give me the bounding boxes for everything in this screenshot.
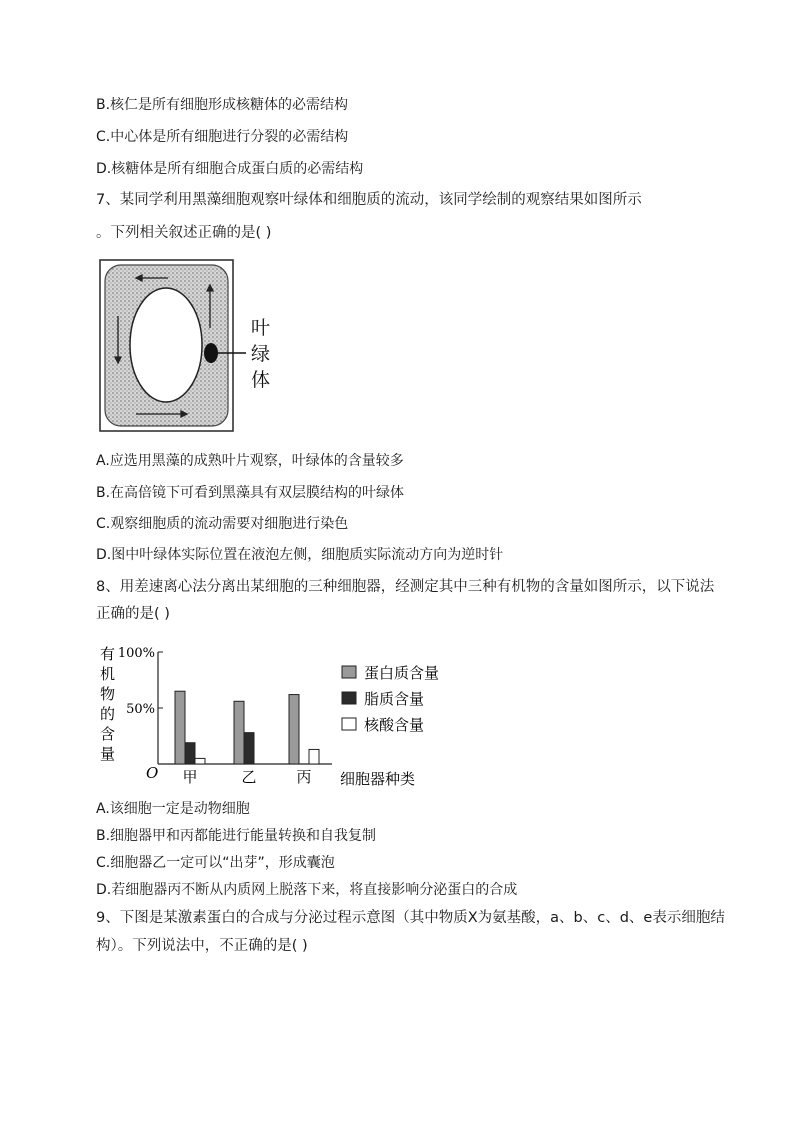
x-tick-label: 甲 [182, 768, 198, 786]
legend-swatch [342, 666, 356, 678]
q6-option-d: D.核糖体是所有细胞合成蛋白质的必需结构 [96, 161, 364, 177]
x-tick-label: 丙 [296, 768, 312, 786]
bar-丙-0 [289, 695, 299, 764]
origin-label: O [146, 764, 159, 782]
y-tick-label: 50% [126, 702, 155, 717]
legend-label: 脂质含量 [364, 690, 425, 708]
q6-option-b: B.核仁是所有细胞形成核糖体的必需结构 [96, 97, 349, 113]
y-tick-label: 100% [117, 646, 155, 661]
label-char-3: 体 [251, 369, 271, 391]
q8-option-d: D.若细胞器丙不断从内质网上脱落下来，将直接影响分泌蛋白的合成 [96, 882, 518, 898]
bar-甲-1 [185, 743, 195, 764]
label-char-2: 绿 [251, 343, 271, 365]
bar-乙-0 [234, 701, 244, 764]
organic-content-chart [96, 636, 466, 794]
chloroplast [204, 343, 218, 363]
q9-stem-line-1: 9、下图是某激素蛋白的合成与分泌过程示意图（其中物质X为氨基酸，a、b、c、d、e表示细胞结 [96, 910, 725, 926]
q7-stem-line-1: 7、某同学利用黑藻细胞观察叶绿体和细胞质的流动，该同学绘制的观察结果如图所示 [96, 192, 642, 208]
cell-diagram [96, 256, 286, 434]
y-axis-label-char: 的 [100, 705, 116, 723]
q7-stem-line-2: 。下列相关叙述正确的是( ) [96, 225, 272, 241]
y-axis-label-char: 机 [100, 665, 116, 683]
y-axis-label-char: 量 [100, 745, 116, 763]
q8-option-c: C.细胞器乙一定可以“出芽”，形成囊泡 [96, 855, 335, 871]
legend-label: 核酸含量 [364, 716, 425, 734]
x-tick-label: 乙 [241, 768, 257, 786]
q7-option-a: A.应选用黑藻的成熟叶片观察，叶绿体的含量较多 [96, 453, 404, 469]
legend-swatch [342, 692, 356, 704]
q7-option-b: B.在高倍镜下可看到黑藻具有双层膜结构的叶绿体 [96, 485, 405, 501]
bar-乙-1 [244, 733, 254, 764]
q7-option-d: D.图中叶绿体实际位置在液泡左侧，细胞质实际流动方向为逆时针 [96, 547, 504, 563]
legend-label: 蛋白质含量 [364, 664, 440, 682]
bar-甲-0 [175, 691, 185, 764]
x-axis-label: 细胞器种类 [340, 770, 416, 788]
y-axis-label-char: 有 [100, 645, 116, 663]
q8-option-b: B.细胞器甲和丙都能进行能量转换和自我复制 [96, 828, 377, 844]
q6-option-c: C.中心体是所有细胞进行分裂的必需结构 [96, 129, 349, 145]
q8-stem-line-1: 8、用差速离心法分离出某细胞的三种细胞器，经测定其中三种有机物的含量如图所示，以下说法 [96, 579, 715, 595]
bar-甲-2 [195, 758, 205, 764]
q7-option-c: C.观察细胞质的流动需要对细胞进行染色 [96, 516, 349, 532]
label-char-1: 叶 [251, 317, 271, 339]
bar-丙-2 [309, 749, 319, 764]
q9-stem-line-2: 构）。下列说法中，不正确的是( ) [96, 938, 308, 954]
legend-swatch [342, 718, 356, 730]
q8-stem-line-2: 正确的是( ) [96, 606, 170, 622]
y-axis-label-char: 含 [100, 725, 116, 743]
q8-option-a: A.该细胞一定是动物细胞 [96, 801, 250, 817]
vacuole [130, 288, 202, 402]
y-axis-label-char: 物 [100, 685, 116, 703]
